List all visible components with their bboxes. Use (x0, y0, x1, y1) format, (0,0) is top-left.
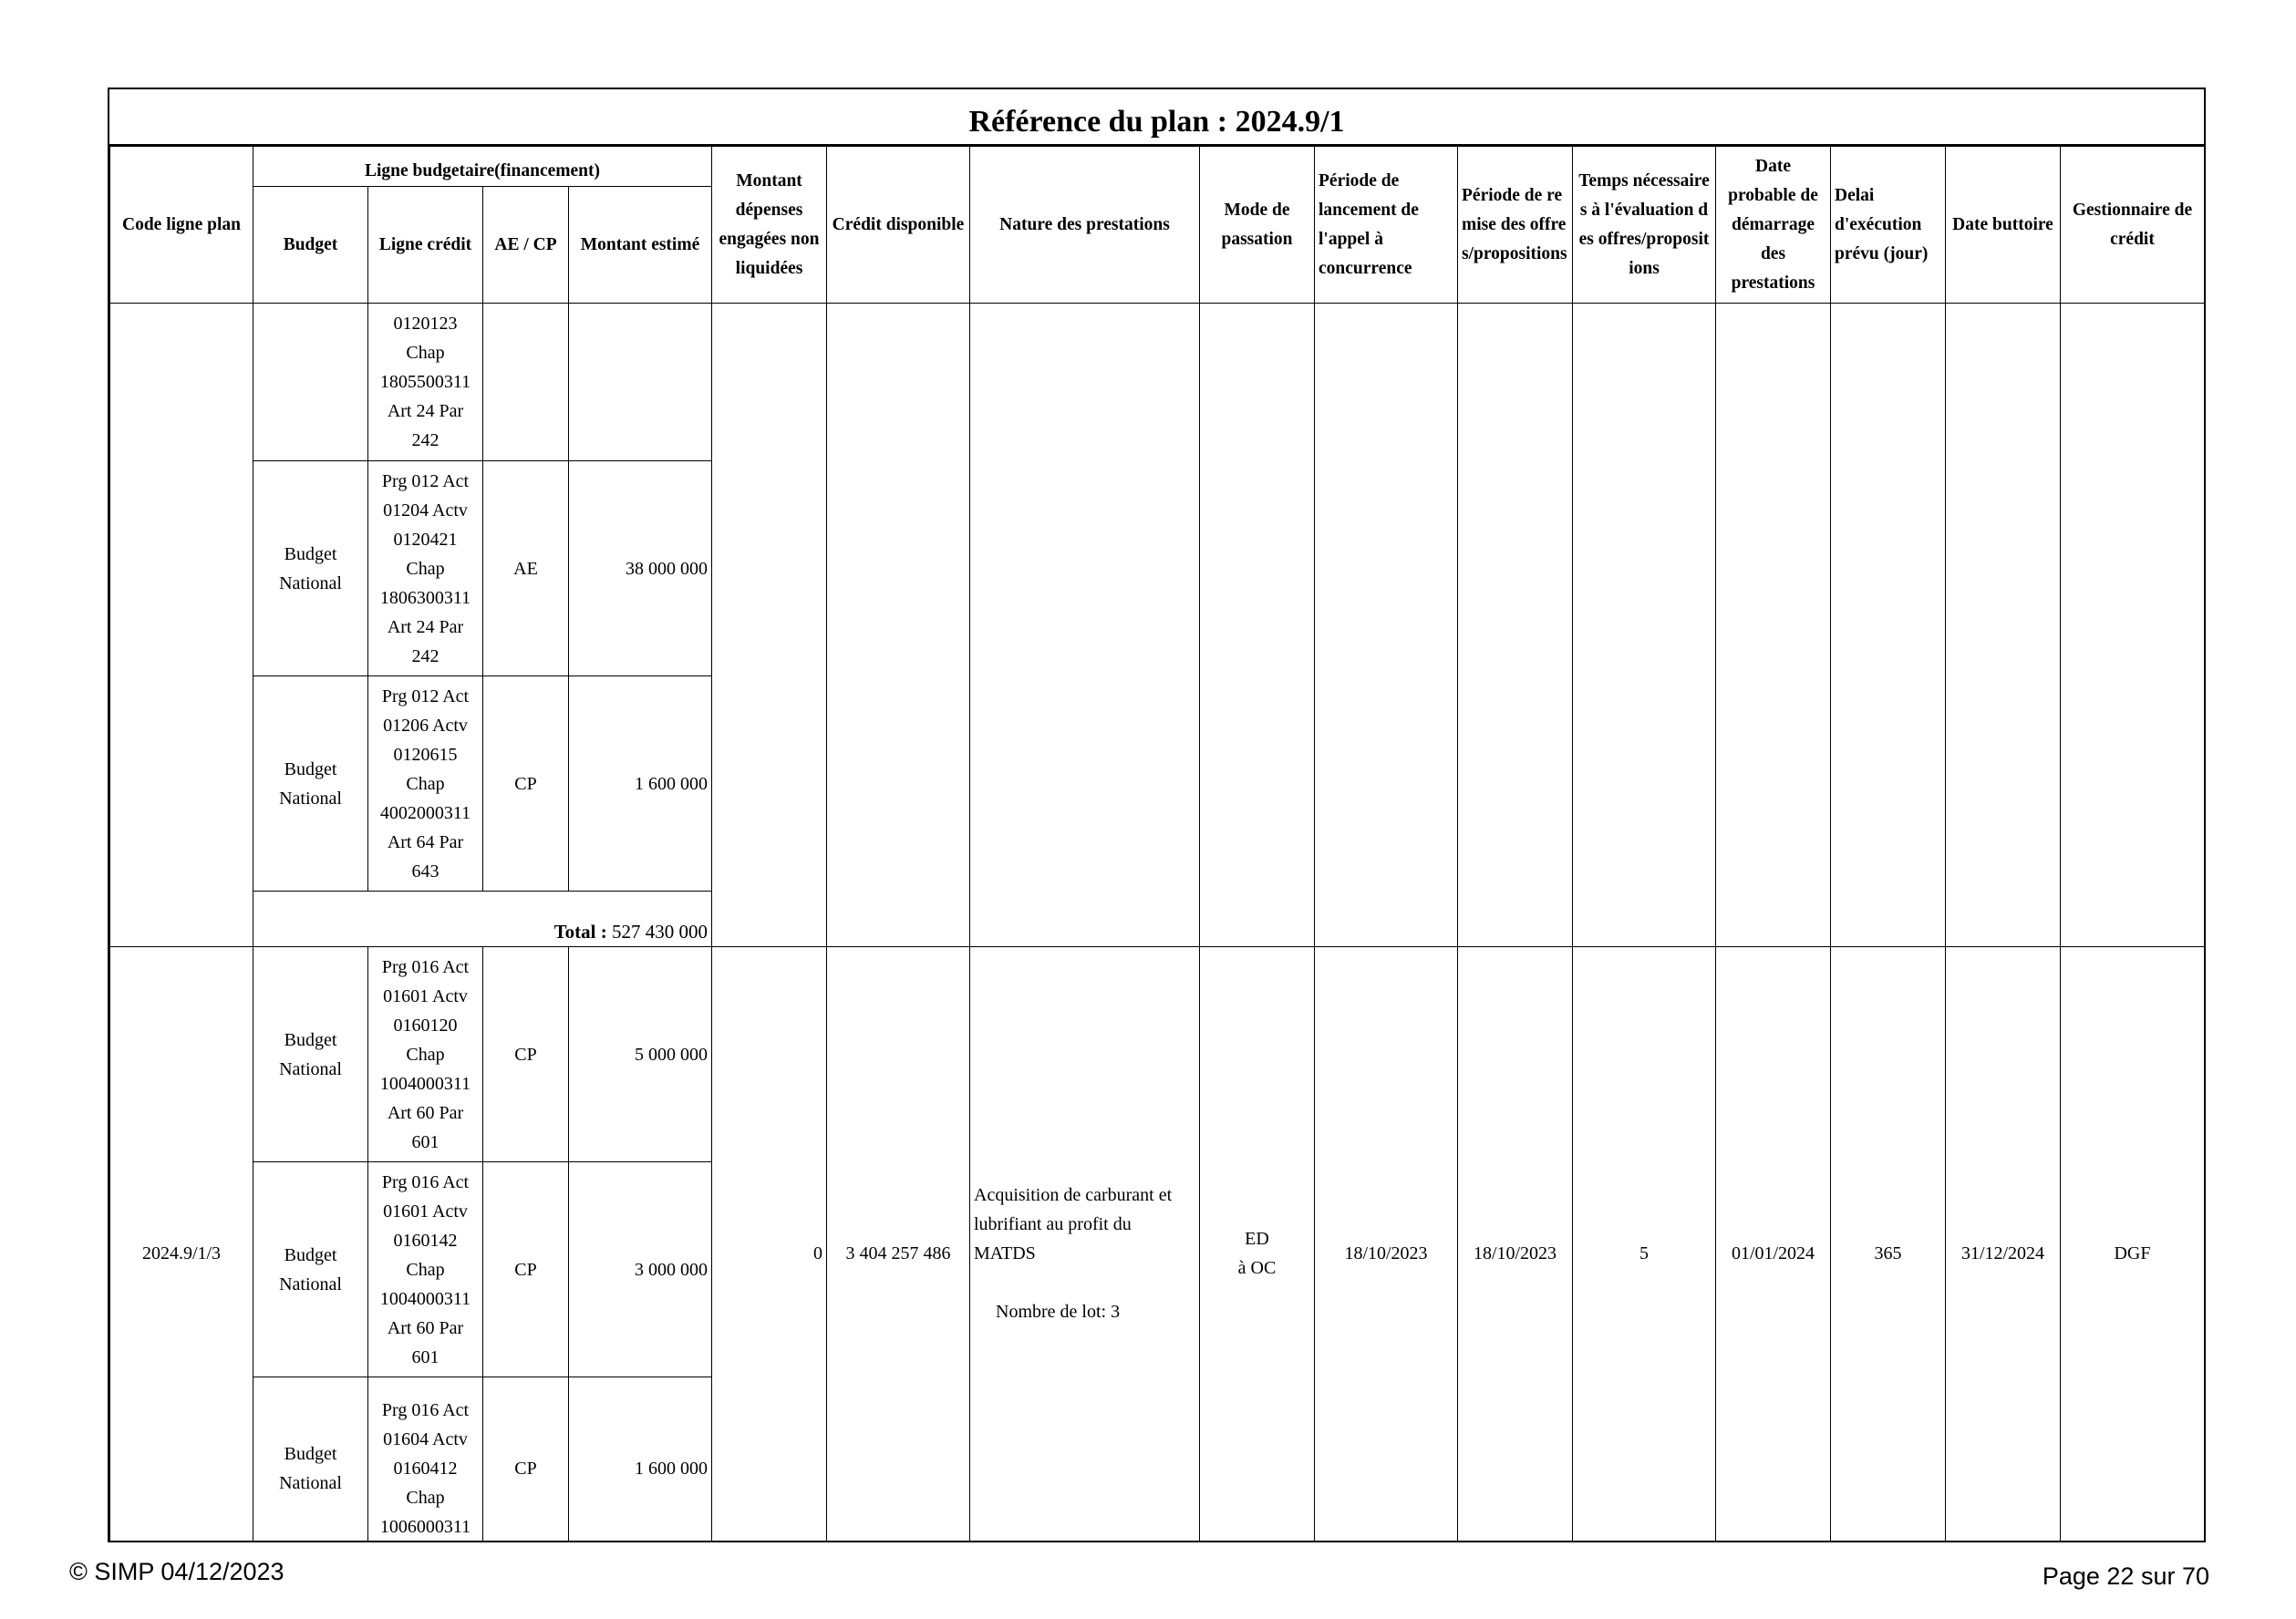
footer-copyright: © SIMP 04/12/2023 (69, 1558, 284, 1585)
budget-cell: Budget National (253, 947, 368, 1162)
mode-cell (1200, 947, 1315, 1543)
ae-cp-cell: CP (483, 1162, 569, 1377)
plan-title: Référence du plan : 2024.9/1 (109, 89, 2204, 146)
header-mode: Mode de passation (1200, 147, 1315, 304)
periode-remise-cell (1458, 304, 1573, 947)
temps-cell (1573, 304, 1716, 947)
budget-cell: Budget National (253, 676, 368, 892)
gestionnaire-cell (2061, 304, 2205, 947)
mode-line-1: ED (1245, 1228, 1269, 1249)
montant-depenses-cell: 0 (712, 947, 827, 1543)
header-code: Code ligne plan (110, 147, 253, 304)
total-value: 527 430 000 (612, 921, 708, 943)
periode-lancement-cell: 18/10/2023 (1315, 947, 1458, 1543)
periode-lancement-cell (1315, 304, 1458, 947)
date-buttoire-cell (1946, 304, 2061, 947)
total-label: Total : (553, 921, 607, 943)
code-cell (110, 304, 253, 947)
footer-page-number: Page 22 sur 70 (2042, 1562, 2209, 1590)
montant-cell: 3 000 000 (569, 1162, 712, 1377)
header-credit-disponible: Crédit disponible (827, 147, 970, 304)
ligne-credit-cell: 0120123 Chap 1805500311 Art 24 Par 242 (368, 304, 483, 461)
date-buttoire-cell: 31/12/2024 (1946, 947, 2061, 1543)
nature-text: Acquisition de carburant et lubrifiant au profit du MATDS (974, 1184, 1173, 1263)
nature-cell (970, 304, 1200, 947)
header-temps: Temps nécessaires à l'évaluation des offres/propositions (1573, 147, 1716, 304)
montant-depenses-cell (712, 304, 827, 947)
montant-cell: 38 000 000 (569, 461, 712, 676)
nature-cell (970, 947, 1200, 1543)
mode-cell (1200, 304, 1315, 947)
table-row (110, 304, 2205, 461)
budget-cell: Budget National (253, 1162, 368, 1377)
ae-cp-cell: CP (483, 947, 569, 1162)
header-montant-estime: Montant estimé (569, 187, 712, 304)
budget-cell: Budget National (253, 1377, 368, 1543)
header-periode-lancement: Période de lancement de l'appel à concurrence (1315, 147, 1458, 304)
temps-cell: 5 (1573, 947, 1716, 1543)
header-periode-remise: Période de remise des offres/propositions (1458, 147, 1573, 304)
credit-disponible-cell (827, 304, 970, 947)
header-date-buttoire: Date buttoire (1946, 147, 2061, 304)
montant-cell: 5 000 000 (569, 947, 712, 1162)
total-cell (253, 892, 712, 947)
ae-cp-cell: CP (483, 676, 569, 892)
delai-cell (1831, 304, 1946, 947)
credit-disponible-cell: 3 404 257 486 (827, 947, 970, 1543)
date-probable-cell (1716, 304, 1831, 947)
header-ae-cp: AE / CP (483, 187, 569, 304)
header-nature: Nature des prestations (970, 147, 1200, 304)
budget-cell (253, 304, 368, 461)
ligne-credit-cell: Prg 016 Act 01604 Actv 0160412 Chap 1006000311 (368, 1377, 483, 1543)
gestionnaire-cell: DGF (2061, 947, 2205, 1543)
date-probable-cell: 01/01/2024 (1716, 947, 1831, 1543)
montant-cell: 1 600 000 (569, 676, 712, 892)
header-ligne-credit: Ligne crédit (368, 187, 483, 304)
table-row (110, 947, 2205, 1162)
ligne-credit-cell: Prg 012 Act 01206 Actv 0120615 Chap 4002000311 Art 64 Par 643 (368, 676, 483, 892)
ligne-credit-cell: Prg 012 Act 01204 Actv 0120421 Chap 1806300311 Art 24 Par 242 (368, 461, 483, 676)
header-budget: Budget (253, 187, 368, 304)
budget-cell: Budget National (253, 461, 368, 676)
montant-cell: 1 600 000 (569, 1377, 712, 1543)
mode-line-2: à OC (1237, 1257, 1277, 1278)
header-ligne-budgetaire: Ligne budgetaire(financement) (253, 147, 712, 187)
header-montant-depenses: Montant dépenses engagées non liquidées (712, 147, 827, 304)
ae-cp-cell (483, 304, 569, 461)
plan-table (109, 146, 2205, 1542)
montant-cell (569, 304, 712, 461)
header-date-probable: Date probable de démarrage des prestations (1716, 147, 1831, 304)
plan-sheet (108, 88, 2206, 1542)
ligne-credit-cell: Prg 016 Act 01601 Actv 0160142 Chap 1004000311 Art 60 Par 601 (368, 1162, 483, 1377)
delai-cell: 365 (1831, 947, 1946, 1543)
header-gestionnaire: Gestionnaire de crédit (2061, 147, 2205, 304)
ae-cp-cell: CP (483, 1377, 569, 1543)
ae-cp-cell: AE (483, 461, 569, 676)
nature-lot-text: Nombre de lot: 3 (996, 1301, 1121, 1322)
periode-remise-cell: 18/10/2023 (1458, 947, 1573, 1543)
code-cell: 2024.9/1/3 (110, 947, 253, 1543)
header-delai: Delai d'exécution prévu (jour) (1831, 147, 1946, 304)
ligne-credit-cell: Prg 016 Act 01601 Actv 0160120 Chap 1004000311 Art 60 Par 601 (368, 947, 483, 1162)
